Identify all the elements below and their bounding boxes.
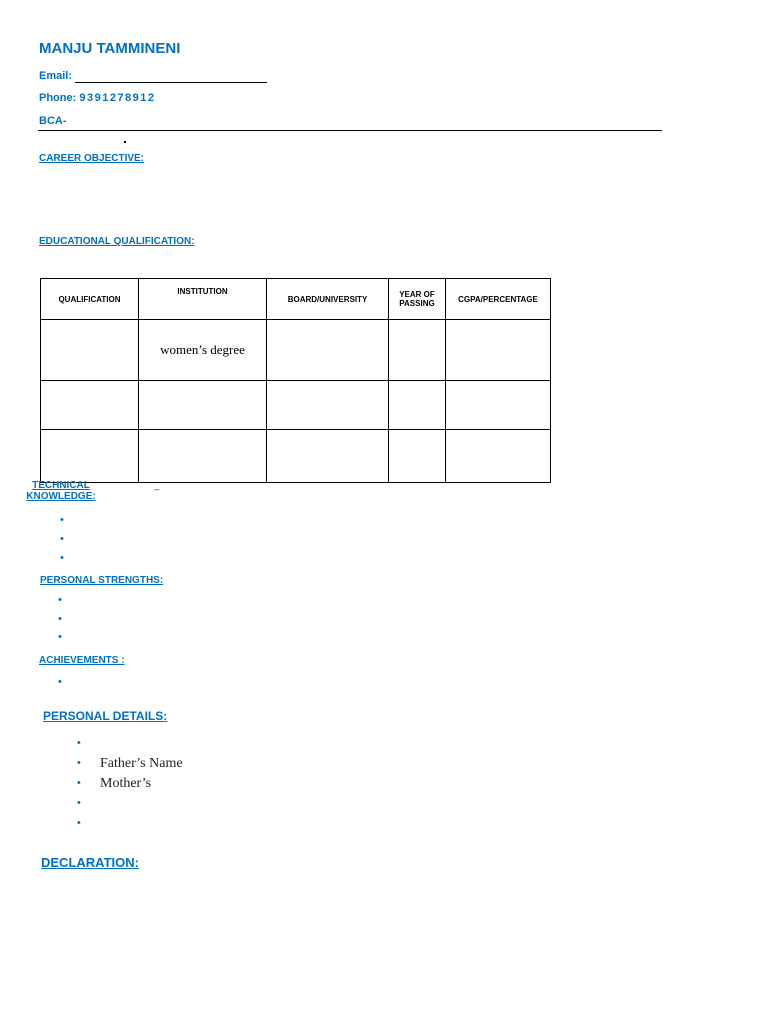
strength-bullet: • — [58, 613, 62, 625]
technical-bullet: • — [60, 533, 64, 545]
header-board-university: BOARD/UNIVERSITY — [267, 279, 389, 320]
header-year-line1: YEAR OF — [399, 290, 435, 299]
header-year-line2: PASSING — [399, 299, 435, 308]
candidate-name: MANJU TAMMINENI — [39, 40, 181, 57]
strength-bullet: • — [58, 631, 62, 643]
technical-bullet: • — [60, 514, 64, 526]
header-cgpa-percentage: CGPA/PERCENTAGE — [446, 279, 551, 320]
personal-strengths-heading: PERSONAL STRENGTHS: — [40, 575, 164, 586]
table-cell: women’s degree — [139, 320, 267, 381]
header-year-of-passing — [389, 279, 446, 320]
email-blank-line — [75, 82, 267, 83]
table-cell — [267, 381, 389, 430]
table-cell — [389, 381, 446, 430]
educational-qualification-heading: EDUCATIONAL QUALIFICATION: — [39, 236, 195, 247]
phone-row — [39, 92, 156, 104]
personal-detail-bullet: • — [77, 817, 81, 829]
technical-knowledge-heading — [25, 480, 97, 502]
email-label: Email: — [39, 70, 73, 82]
phone-value: 9391278912 — [79, 92, 156, 104]
fathers-name-label: Father’s Name — [100, 756, 183, 771]
strength-bullet: • — [58, 594, 62, 606]
phone-label: Phone: — [39, 92, 77, 104]
achievements-heading: ACHIEVEMENTS : — [39, 655, 125, 666]
personal-details-heading: PERSONAL DETAILS: — [43, 709, 168, 723]
technical-heading-line1: TECHNICAL — [32, 480, 90, 491]
personal-detail-bullet: • — [77, 737, 81, 749]
technical-heading-line2: KNOWLEDGE: — [26, 491, 96, 502]
table-cell — [389, 430, 446, 483]
table-cell — [446, 430, 551, 483]
career-objective-heading: CAREER OBJECTIVE: — [39, 153, 145, 164]
course-label: BCA- — [39, 115, 67, 127]
table-cell — [139, 430, 267, 483]
table-cell — [41, 320, 139, 381]
header-institution: INSTITUTION — [139, 279, 267, 320]
table-cell — [389, 320, 446, 381]
achievement-bullet: • — [58, 676, 62, 688]
personal-detail-bullet: • — [77, 777, 81, 789]
table-cell — [267, 320, 389, 381]
technical-underscore: _ — [154, 480, 160, 491]
technical-bullet: • — [60, 552, 64, 564]
header-qualification: QUALIFICATION — [41, 279, 139, 320]
personal-detail-bullet: • — [77, 757, 81, 769]
table-header-row — [41, 279, 551, 320]
mothers-name-label: Mother’s — [100, 776, 152, 791]
header-divider — [38, 130, 662, 131]
table-row — [41, 430, 551, 483]
education-table — [40, 278, 551, 483]
personal-detail-bullet: • — [77, 797, 81, 809]
table-cell — [446, 320, 551, 381]
table-cell — [446, 381, 551, 430]
table-row — [41, 381, 551, 430]
table-cell — [41, 430, 139, 483]
table-cell — [41, 381, 139, 430]
stray-mark — [124, 141, 126, 143]
table-cell — [139, 381, 267, 430]
declaration-heading: DECLARATION: — [41, 855, 139, 870]
table-cell — [267, 430, 389, 483]
table-row — [41, 320, 551, 381]
